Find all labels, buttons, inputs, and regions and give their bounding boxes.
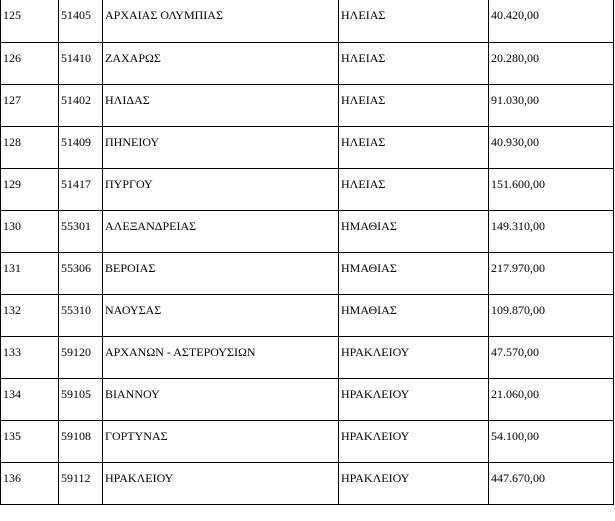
amount-cell: 40.420,00 [489, 0, 614, 42]
row-number-cell: 128 [1, 126, 59, 168]
prefecture-name-cell: ΗΡΑΚΛΕΙΟΥ [339, 420, 489, 462]
municipality-code-cell: 51417 [59, 168, 103, 210]
amount-cell: 21.060,00 [489, 378, 614, 420]
municipality-code-cell: 51410 [59, 42, 103, 84]
municipality-name-cell: ΠΥΡΓΟΥ [103, 168, 339, 210]
row-number-cell: 132 [1, 294, 59, 336]
table-row [1, 420, 614, 462]
municipality-code-cell: 59120 [59, 336, 103, 378]
prefecture-name-cell: ΗΜΑΘΙΑΣ [339, 252, 489, 294]
prefecture-name-cell: ΗΜΑΘΙΑΣ [339, 294, 489, 336]
prefecture-name-cell: ΗΡΑΚΛΕΙΟΥ [339, 462, 489, 504]
table-row [1, 462, 614, 504]
prefecture-name-cell: ΗΛΕΙΑΣ [339, 0, 489, 42]
table-row [1, 210, 614, 252]
row-number-cell: 127 [1, 84, 59, 126]
page-bottom-margin [0, 517, 615, 521]
municipality-name-cell: ΖΑΧΑΡΩΣ [103, 42, 339, 84]
amount-cell: 47.570,00 [489, 336, 614, 378]
municipality-name-cell: ΒΙΑΝΝΟΥ [103, 378, 339, 420]
municipality-name-cell: ΑΡΧΑΝΩΝ - ΑΣΤΕΡΟΥΣΙΩΝ [103, 336, 339, 378]
row-number-cell: 131 [1, 252, 59, 294]
municipality-name-cell: ΒΕΡΟΙΑΣ [103, 252, 339, 294]
table-row [1, 84, 614, 126]
amount-cell: 91.030,00 [489, 84, 614, 126]
municipality-code-cell: 55306 [59, 252, 103, 294]
municipality-code-cell: 59108 [59, 420, 103, 462]
prefecture-name-cell: ΗΛΕΙΑΣ [339, 84, 489, 126]
municipality-code-cell: 51409 [59, 126, 103, 168]
table-row [1, 378, 614, 420]
municipality-name-cell: ΠΗΝΕΙΟΥ [103, 126, 339, 168]
municipality-code-cell: 59112 [59, 462, 103, 504]
amount-cell: 149.310,00 [489, 210, 614, 252]
table-row [1, 252, 614, 294]
table-body [1, 0, 614, 504]
municipality-code-cell: 55301 [59, 210, 103, 252]
amount-cell: 217.970,00 [489, 252, 614, 294]
row-number-cell: 133 [1, 336, 59, 378]
amount-cell: 54.100,00 [489, 420, 614, 462]
prefecture-name-cell: ΗΡΑΚΛΕΙΟΥ [339, 378, 489, 420]
row-number-cell: 136 [1, 462, 59, 504]
row-number-cell: 130 [1, 210, 59, 252]
amount-cell: 20.280,00 [489, 42, 614, 84]
row-number-cell: 125 [1, 0, 59, 42]
municipality-name-cell: ΗΛΙΔΑΣ [103, 84, 339, 126]
table-row [1, 126, 614, 168]
row-number-cell: 134 [1, 378, 59, 420]
municipality-code-cell: 51405 [59, 0, 103, 42]
prefecture-name-cell: ΗΡΑΚΛΕΙΟΥ [339, 336, 489, 378]
table-row [1, 336, 614, 378]
prefecture-name-cell: ΗΛΕΙΑΣ [339, 126, 489, 168]
table-row [1, 0, 614, 42]
prefecture-name-cell: ΗΛΕΙΑΣ [339, 168, 489, 210]
prefecture-name-cell: ΗΜΑΘΙΑΣ [339, 210, 489, 252]
row-number-cell: 126 [1, 42, 59, 84]
municipality-name-cell: ΑΡΧΑΙΑΣ ΟΛΥΜΠΙΑΣ [103, 0, 339, 42]
row-number-cell: 135 [1, 420, 59, 462]
municipality-code-cell: 51402 [59, 84, 103, 126]
amount-cell: 447.670,00 [489, 462, 614, 504]
municipality-code-cell: 59105 [59, 378, 103, 420]
municipality-name-cell: ΗΡΑΚΛΕΙΟΥ [103, 462, 339, 504]
amount-cell: 151.600,00 [489, 168, 614, 210]
table-row [1, 168, 614, 210]
municipality-name-cell: ΓΟΡΤΥΝΑΣ [103, 420, 339, 462]
municipality-code-cell: 55310 [59, 294, 103, 336]
prefecture-name-cell: ΗΛΕΙΑΣ [339, 42, 489, 84]
municipality-name-cell: ΑΛΕΞΑΝΔΡΕΙΑΣ [103, 210, 339, 252]
table-row [1, 42, 614, 84]
municipality-name-cell: ΝΑΟΥΣΑΣ [103, 294, 339, 336]
table-row [1, 294, 614, 336]
row-number-cell: 129 [1, 168, 59, 210]
amount-cell: 40.930,00 [489, 126, 614, 168]
amount-cell: 109.870,00 [489, 294, 614, 336]
